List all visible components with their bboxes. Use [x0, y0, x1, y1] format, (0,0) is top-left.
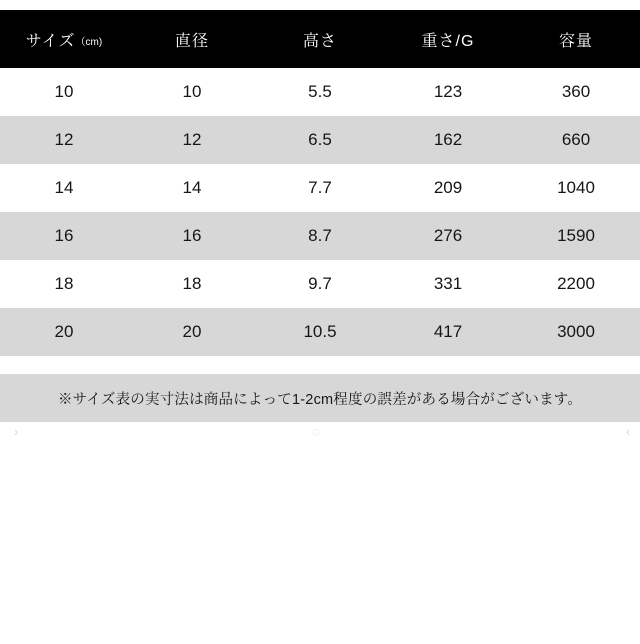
- cell-capacity: 360: [561, 82, 591, 101]
- cell-size: 20: [54, 322, 74, 341]
- cell-diameter: 12: [182, 130, 202, 149]
- scan-artefact-right: ‹: [622, 206, 627, 221]
- cell-height: 5.5: [308, 82, 332, 101]
- column-header-height: 高さ: [302, 32, 337, 50]
- table-row: [0, 308, 640, 356]
- cell-size: 14: [54, 178, 74, 197]
- cell-diameter: 20: [182, 322, 202, 341]
- table-row: [0, 212, 640, 260]
- cell-height: 8.7: [308, 226, 332, 245]
- table-row: [0, 164, 640, 212]
- cell-capacity: 1040: [557, 178, 595, 197]
- cell-height: 9.7: [308, 274, 332, 293]
- cell-size: 18: [54, 274, 74, 293]
- cell-height: 7.7: [308, 178, 332, 197]
- cell-size: 10: [54, 82, 74, 101]
- cell-capacity: 2200: [557, 274, 595, 293]
- column-header-size-unit: （cm): [75, 36, 103, 48]
- column-header-diameter: 直径: [174, 32, 209, 50]
- cell-weight: 162: [433, 130, 463, 149]
- scan-artefact-bottom-center: ◌: [312, 424, 320, 439]
- cell-weight: 331: [433, 274, 463, 293]
- cell-capacity: 1590: [557, 226, 595, 245]
- cell-size: 12: [54, 130, 74, 149]
- cell-weight: 209: [433, 178, 463, 197]
- size-table: [0, 10, 640, 356]
- column-header-size: [0, 10, 128, 68]
- table-header-row: [0, 10, 640, 68]
- cell-weight: 276: [433, 226, 463, 245]
- cell-diameter: 14: [182, 178, 202, 197]
- table-body: [0, 68, 640, 356]
- cell-capacity: 3000: [557, 322, 595, 341]
- table-row: [0, 260, 640, 308]
- cell-diameter: 10: [182, 82, 202, 101]
- column-header-size-label: サイズ: [25, 32, 76, 50]
- cell-diameter: 18: [182, 274, 202, 293]
- column-header-capacity: 容量: [558, 32, 593, 50]
- cell-height: 10.5: [303, 322, 337, 341]
- scan-artefact-bottom-left: ›: [14, 424, 19, 439]
- size-disclaimer-note: ※サイズ表の実寸法は商品によって1-2cm程度の誤差がある場合がございます。: [0, 374, 640, 422]
- scan-artefact-left: ›: [2, 206, 7, 221]
- table-row: [0, 116, 640, 164]
- cell-height: 6.5: [308, 130, 332, 149]
- cell-weight: 123: [433, 82, 463, 101]
- cell-size: 16: [54, 226, 74, 245]
- cell-diameter: 16: [182, 226, 202, 245]
- column-header-weight: 重さ/G: [421, 32, 475, 50]
- scan-artefact-bottom-right: ‹: [626, 424, 631, 439]
- table-row: [0, 68, 640, 116]
- table-header: [0, 10, 640, 68]
- cell-capacity: 660: [561, 130, 591, 149]
- cell-weight: 417: [433, 322, 463, 341]
